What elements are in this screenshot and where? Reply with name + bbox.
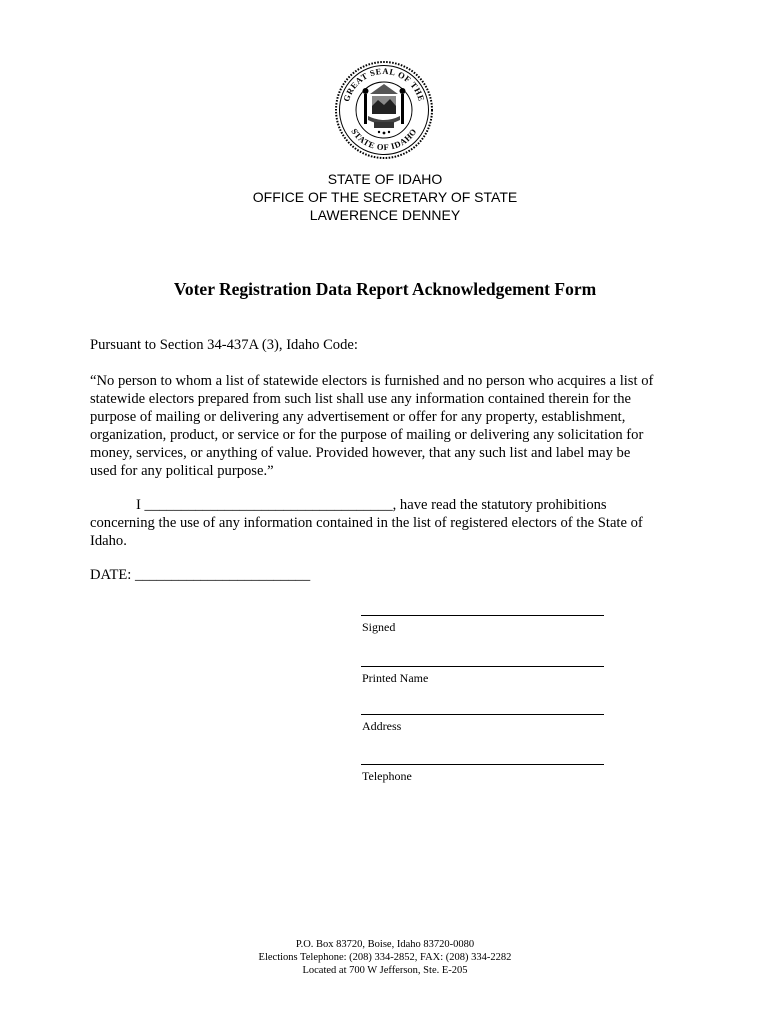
state-seal-graphic [334, 60, 434, 160]
header-office: OFFICE OF THE SECRETARY OF STATE [252, 189, 518, 205]
telephone-line[interactable] [361, 764, 604, 765]
state-seal [334, 60, 434, 160]
form-title: Voter Registration Data Report Acknowledgement Form [173, 279, 597, 299]
quote-line: statewide electors prepared from such list shall use any information contained therein for the [90, 391, 632, 407]
address-line[interactable] [361, 714, 604, 715]
header-state: STATE OF IDAHO [327, 171, 443, 187]
signed-label: Signed [362, 620, 396, 634]
svg-text:STATE OF IDAHO: STATE OF IDAHO [349, 126, 419, 153]
acknowledgement-lead: I [136, 497, 141, 513]
svg-text:GREAT SEAL OF THE: GREAT SEAL OF THE [341, 65, 427, 103]
quote-line: purpose of mailing or delivering any advertisement or offer for any property, establishment, [90, 409, 626, 425]
quote-line: “No person to whom a list of statewide electors is furnished and no person who acquires a list of [90, 373, 654, 389]
name-blank-field[interactable]: __________________________________ [144, 497, 393, 513]
telephone-label: Telephone [362, 769, 412, 783]
acknowledgement-line [90, 496, 690, 514]
acknowledgement-line-3: Idaho. [90, 533, 127, 549]
footer-location: Located at 700 W Jefferson, Ste. E-205 [302, 965, 468, 976]
signature-line[interactable] [361, 615, 604, 616]
address-label: Address [362, 719, 402, 733]
date-label: DATE: [90, 567, 132, 583]
footer-address: P.O. Box 83720, Boise, Idaho 83720-0080 [295, 939, 475, 950]
quote-line: money, services, or anything of value. Provided however, that any such list and label may be [90, 445, 631, 461]
date-blank-field[interactable]: ________________________ [135, 567, 311, 583]
date-row [90, 566, 690, 584]
acknowledgement-line-2: concerning the use of any information contained in the list of registered electors of the State of [90, 515, 643, 531]
printed-name-line[interactable] [361, 666, 604, 667]
statute-quote [90, 372, 690, 480]
quote-line: organization, product, or service or for the purpose of mailing or delivering any solicitation for [90, 427, 644, 443]
header-secretary-name: LAWERENCE DENNEY [309, 207, 461, 223]
acknowledgement-rest: , have read the statutory prohibitions [392, 497, 607, 513]
quote-line: used for any political purpose.” [90, 463, 274, 479]
acknowledgement-paragraph [90, 496, 690, 550]
printed-name-label: Printed Name [362, 671, 429, 685]
intro-text: Pursuant to Section 34-437A (3), Idaho Code: [90, 337, 358, 353]
footer-phone: Elections Telephone: (208) 334-2852, FAX: (208) 334-2282 [258, 952, 512, 963]
